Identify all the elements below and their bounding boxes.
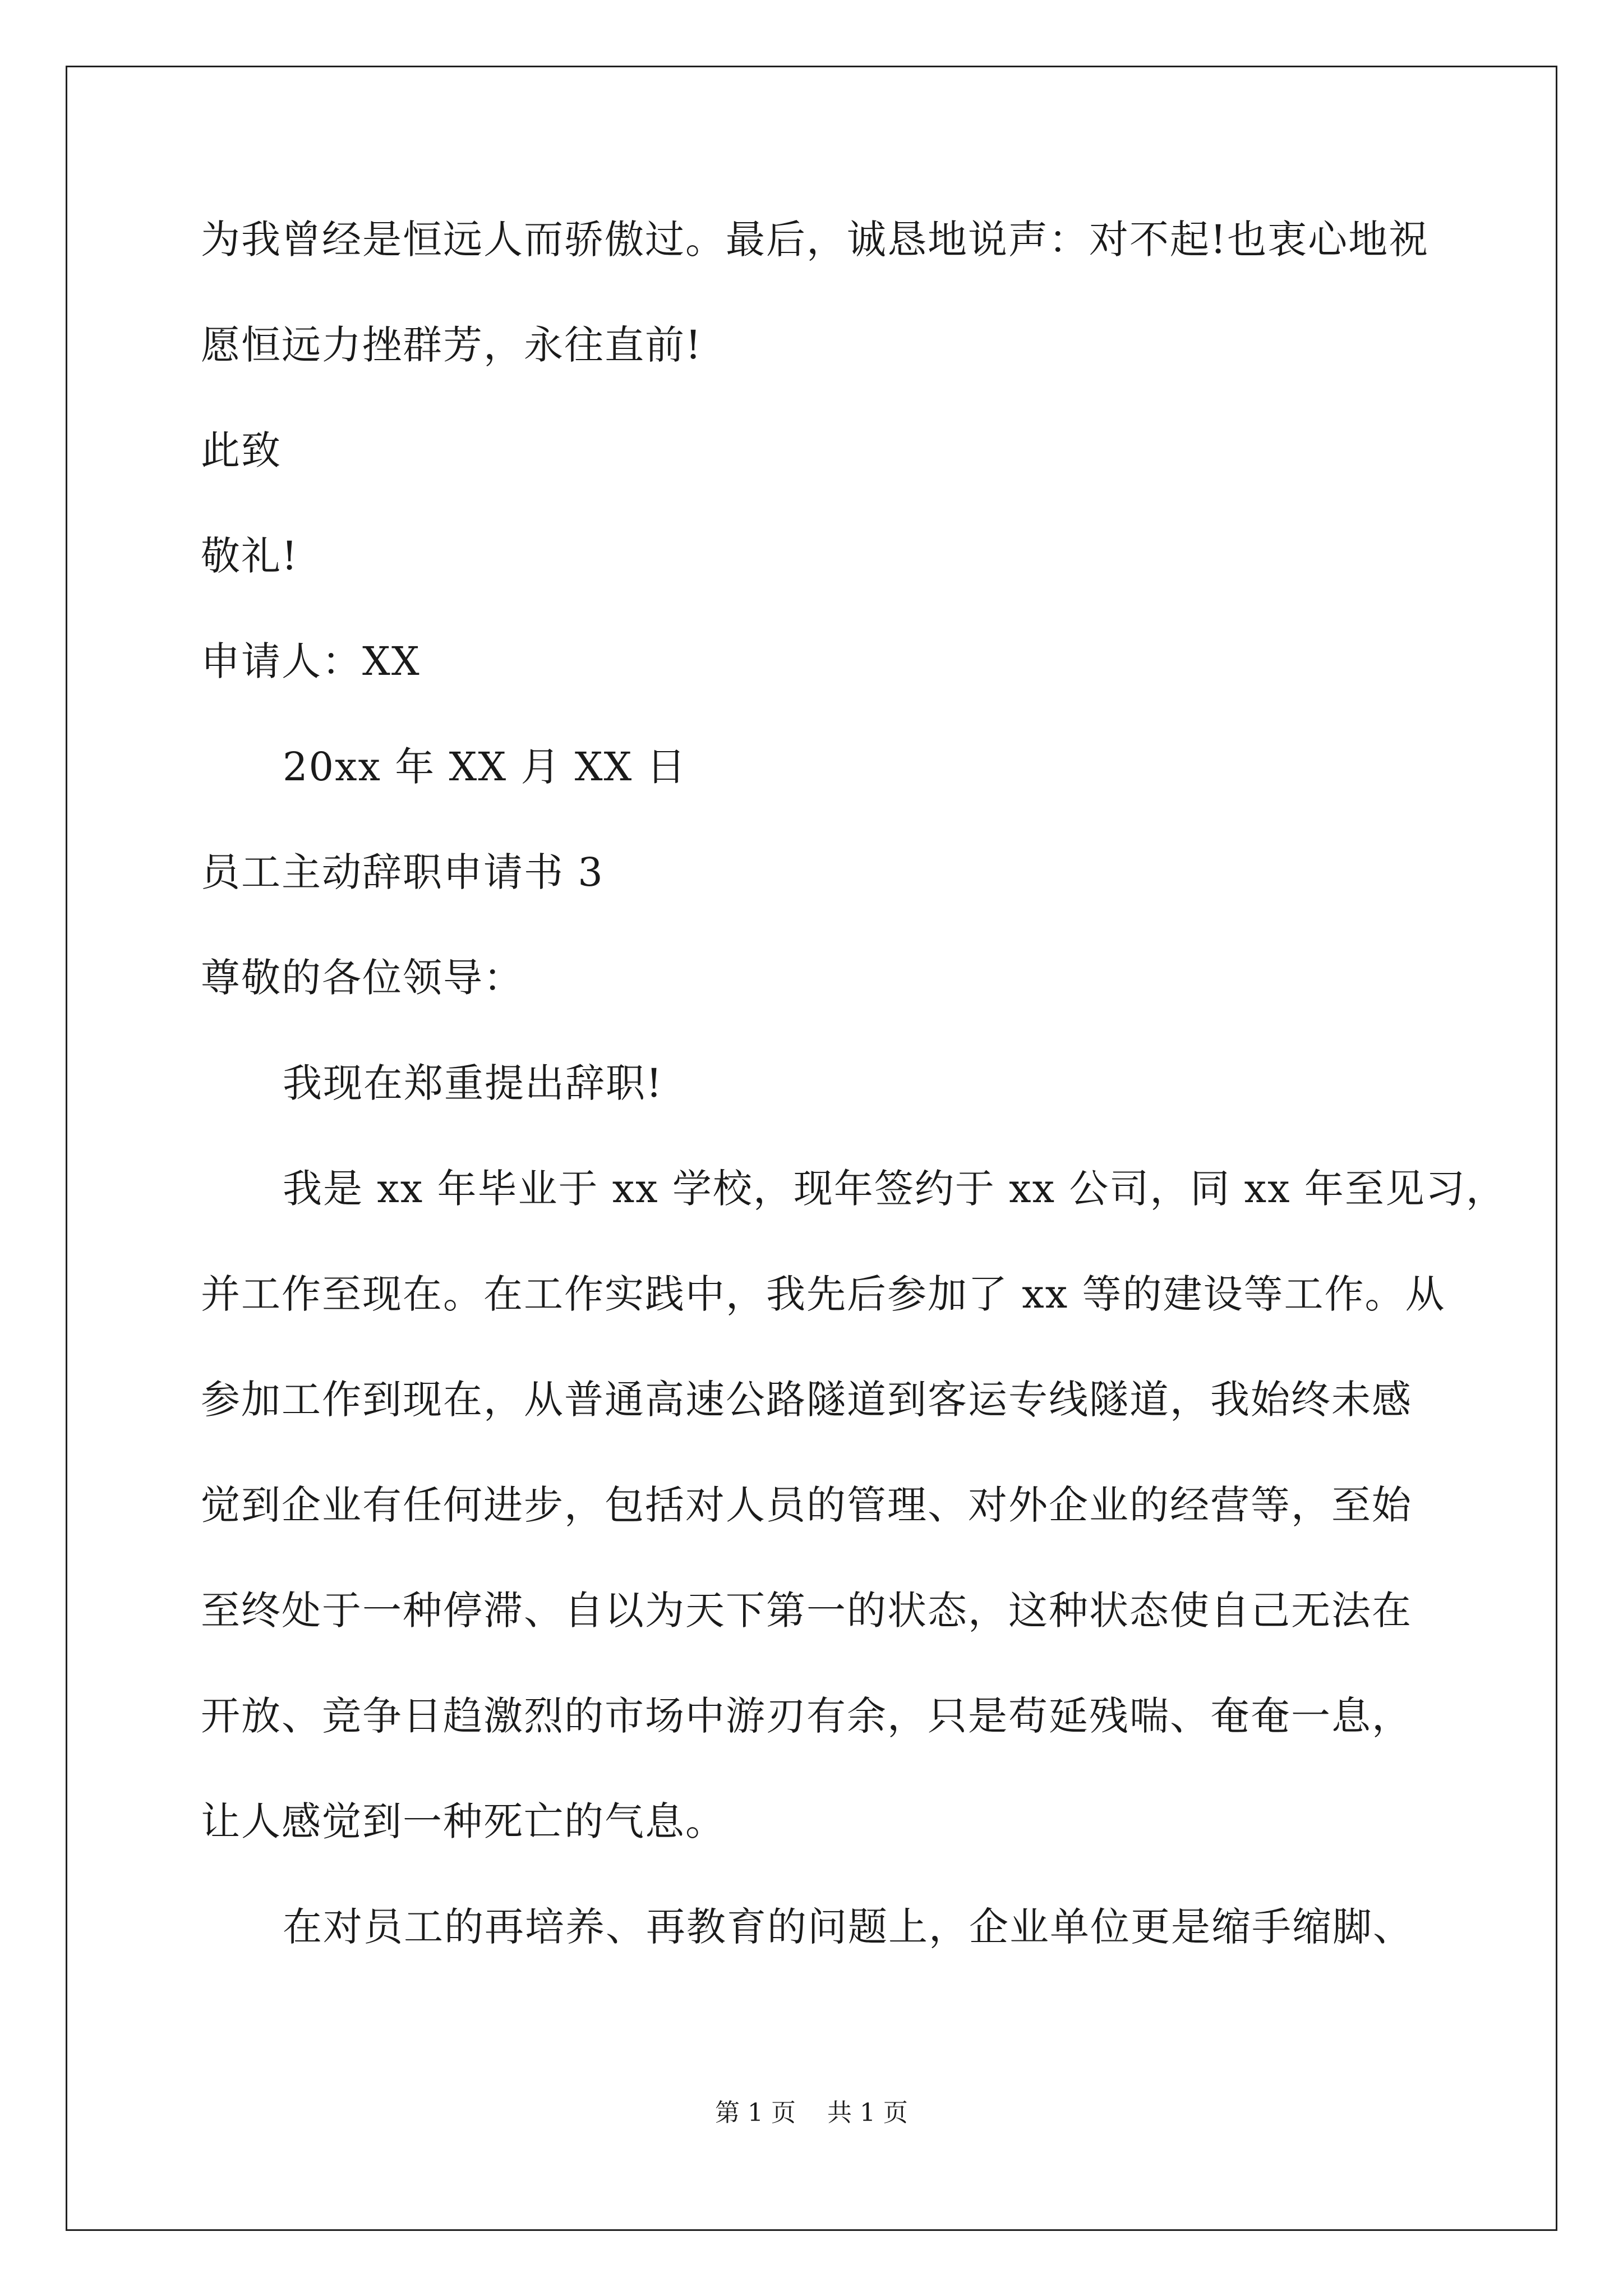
- closing-salutation: 此致: [201, 427, 282, 473]
- text-line-2: 愿恒远力挫群芳，永往直前!: [201, 322, 703, 368]
- date-line: 20xx 年 XX 月 XX 日: [283, 744, 687, 790]
- text-line-16: 让人感觉到一种死亡的气息。: [201, 1798, 726, 1844]
- salutation: 尊敬的各位领导：: [201, 955, 524, 1001]
- closing-regards: 敬礼!: [201, 533, 299, 579]
- text-line-9: 我现在郑重提出辞职!: [283, 1060, 663, 1106]
- applicant-name: 申请人：XX: [201, 638, 421, 684]
- text-line-15: 开放、竞争日趋激烈的市场中游刃有余，只是苟延残喘、奄奄一息，: [201, 1693, 1412, 1739]
- text-line-1: 为我曾经是恒远人而骄傲过。最后，诚恳地说声：对不起!也衷心地祝: [201, 217, 1430, 263]
- text-line-11: 并工作至现在。在工作实践中，我先后参加了 xx 等的建设等工作。从: [201, 1271, 1446, 1317]
- text-line-14: 至终处于一种停滞、自以为天下第一的状态，这种状态使自己无法在: [201, 1588, 1412, 1634]
- text-line-17: 在对员工的再培养、再教育的问题上，企业单位更是缩手缩脚、: [283, 1904, 1413, 1950]
- text-line-12: 参加工作到现在，从普通高速公路隧道到客运专线隧道，我始终未感: [201, 1377, 1412, 1423]
- section-title: 员工主动辞职申请书 3: [201, 849, 604, 895]
- page-number: 第 1 页 共 1 页: [715, 2099, 908, 2127]
- text-line-10: 我是 xx 年毕业于 xx 学校，现年签约于 xx 公司，同 xx 年至见习，: [283, 1166, 1506, 1212]
- text-line-13: 觉到企业有任何进步，包括对人员的管理、对外企业的经营等，至始: [201, 1482, 1412, 1528]
